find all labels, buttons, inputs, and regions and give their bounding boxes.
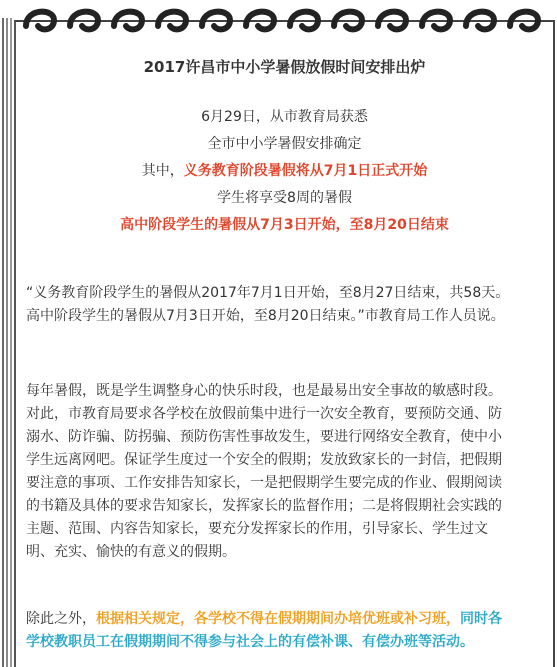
- highlight-text: 同时各: [460, 611, 502, 627]
- intro-block: [14, 104, 555, 239]
- paragraph-3: [26, 608, 546, 654]
- highlight-text: 高中阶段学生的暑假从7月3日开始，至8月20日结束: [120, 217, 449, 233]
- spiral-binding-icon: [20, 0, 550, 40]
- intro-prefix: 其中，: [141, 163, 184, 179]
- highlight-text: 义务教育阶段暑假将从7月1日正式开始: [183, 163, 428, 179]
- paragraph-line: “义务教育阶段学生的暑假从2017年7月1日开始，至8月27日结束，共58天。: [26, 285, 510, 301]
- paragraph-line: 要注意的事项、工作安排告知家长，一是把假期学生要完成的作业、假期阅读: [26, 475, 502, 491]
- page-edge: [6, 18, 8, 667]
- paragraph-line: 的书籍及具体的要求告知家长，发挥家长的监督作用；二是将假期社会实践的: [26, 498, 502, 514]
- paragraph-line: 对此，市教育局要求各学校在放假前集中进行一次安全教育，要预防交通、防: [26, 406, 502, 422]
- paragraph-line: 溺水、防诈骗、防拐骗、预防伤害性事故发生，要进行网络安全教育，使中小: [26, 429, 502, 445]
- page-edge: [2, 18, 4, 667]
- paragraph-line: [26, 608, 546, 631]
- paragraph-line: 学生远离网吧。保证学生度过一个安全的假期；发放致家长的一封信，把假期: [26, 452, 502, 468]
- paragraph-1: [26, 282, 546, 328]
- paragraph-line: 主题、范围、内容告知家长，要充分发挥家长的作用，引导家长、学生过文: [26, 521, 488, 537]
- paragraph-line: 高中阶段学生的暑假从7月3日开始，至8月20日结束。”市教育局工作人员说。: [26, 308, 505, 324]
- article-title: 2017许昌市中小学暑假放假时间安排出炉: [143, 58, 426, 76]
- highlight-text: 根据相关规定，各学校不得在假期期间办培优班或补习班，: [96, 611, 460, 627]
- page-edge: [10, 18, 12, 667]
- paragraph-2: [26, 380, 546, 564]
- paragraph-prefix: 除此之外，: [26, 611, 96, 627]
- paragraph-line: 每年暑假，既是学生调整身心的快乐时段，也是最易出安全事故的敏感时段。: [26, 383, 502, 399]
- intro-line: 学生将享受8周的暑假: [217, 190, 352, 206]
- intro-line: 全市中小学暑假安排确定: [207, 136, 362, 152]
- intro-line: 6月29日，从市教育局获悉: [201, 109, 368, 125]
- paragraph-line: 明、充实、愉快的有意义的假期。: [26, 544, 236, 560]
- intro-line: [14, 158, 555, 185]
- highlight-text: 学校教职员工在假期期间不得参与社会上的有偿补课、有偿办班等活动。: [26, 634, 474, 650]
